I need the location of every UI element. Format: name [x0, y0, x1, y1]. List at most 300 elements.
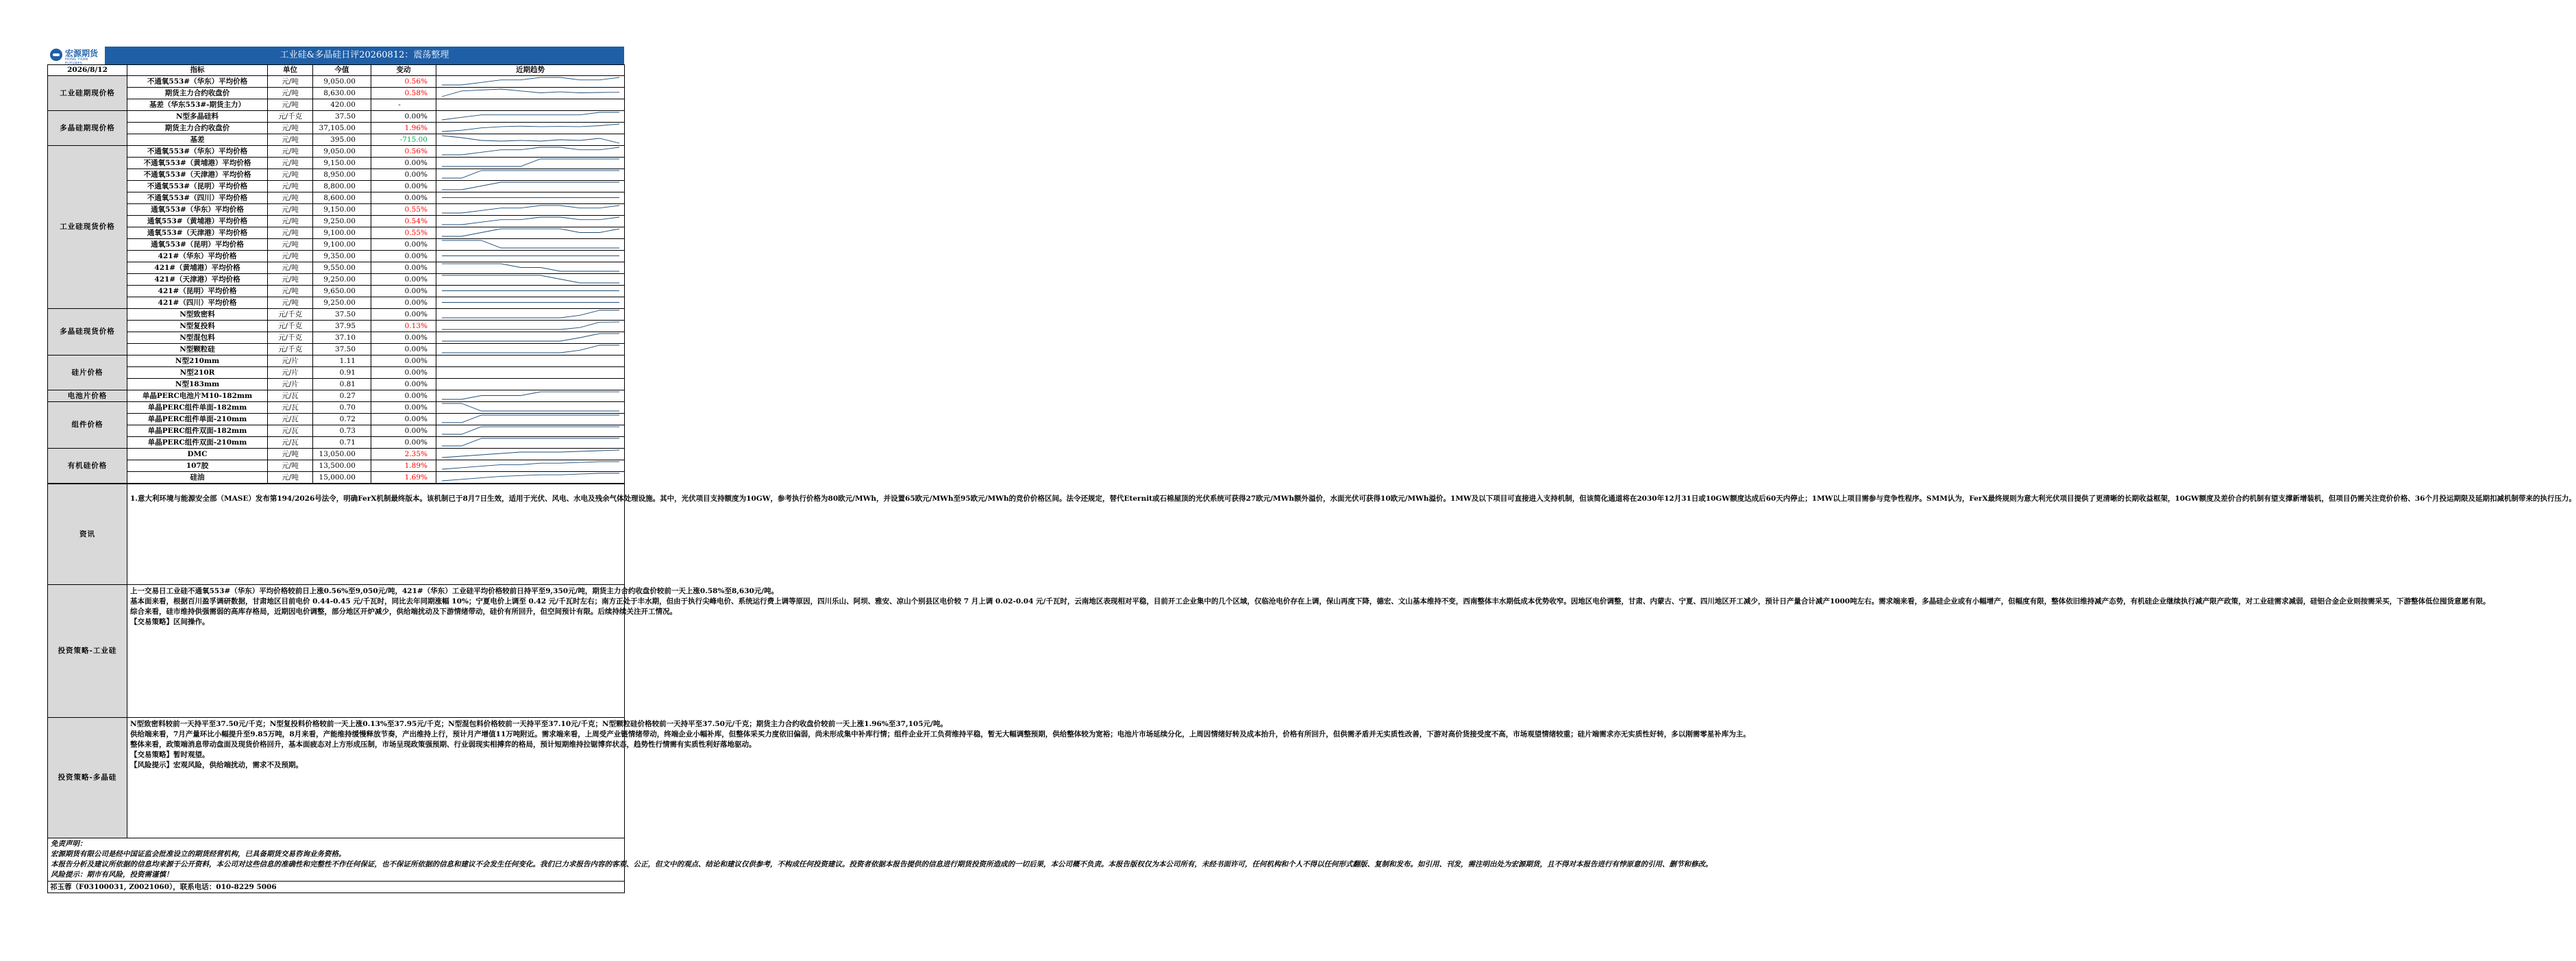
indicator-name: 基差 — [127, 134, 268, 146]
indicator-change: 0.54% — [371, 216, 436, 227]
trend-sparkline — [436, 402, 625, 413]
report-page — [47, 47, 2576, 893]
report-title: 工业硅&多晶硅日评20260812：震荡整理 — [105, 47, 624, 64]
indicator-trend — [436, 297, 625, 309]
header-trend: 近期趋势 — [436, 65, 625, 76]
disclaimer-line: 宏源期货有限公司是经中国证监会批准设立的期货经营机构，已具备期货交易咨询业务资格。 — [51, 850, 346, 858]
trend-sparkline — [436, 111, 625, 122]
indicator-value: 0.27 — [313, 390, 371, 402]
indicator-trend — [436, 321, 625, 332]
indicator-value: 8,630.00 — [313, 88, 371, 99]
trend-sparkline — [436, 169, 625, 180]
header-date: 2026/8/12 — [48, 65, 127, 76]
strategy-paragraph: 综合来看，硅市维持供强需弱的高库存格局，近期因电价调整，部分地区开炉减少，供给端扰动及下游情绪带动，硅价有所回升，但空间预计有限。后续持续关注开工情况。 — [130, 608, 677, 616]
group-label: 硅片价格 — [48, 355, 127, 390]
trend-line — [442, 334, 619, 341]
trend-sparkline — [436, 367, 625, 378]
indicator-change: 0.00% — [371, 390, 436, 402]
trend-sparkline — [436, 239, 625, 250]
disclaimer-line: 免责声明： — [51, 840, 87, 848]
indicator-change: 0.00% — [371, 239, 436, 251]
indicator-name: 不通氧553#（天津港）平均价格 — [127, 169, 268, 181]
indicator-name: 单晶PERC组件单面-182mm — [127, 402, 268, 414]
indicator-value: 9,100.00 — [313, 239, 371, 251]
indicator-change: 0.00% — [371, 332, 436, 344]
trend-sparkline — [436, 344, 625, 355]
indicator-change: -715.00 — [371, 134, 436, 146]
trend-sparkline — [436, 449, 625, 460]
indicator-value: 9,150.00 — [313, 158, 371, 169]
trend-line — [442, 217, 619, 225]
table-header-row — [48, 65, 625, 76]
trend-line — [442, 159, 619, 166]
indicator-name: 不通氧553#（华东）平均价格 — [127, 76, 268, 88]
table-row — [48, 181, 625, 192]
indicator-trend — [436, 227, 625, 239]
indicator-unit: 元/吨 — [268, 286, 313, 297]
indicator-name: DMC — [127, 449, 268, 460]
trend-sparkline — [436, 297, 625, 308]
indicator-change: 0.00% — [371, 414, 436, 425]
trend-line — [442, 182, 619, 190]
indicator-value: 1.11 — [313, 355, 371, 367]
indicator-name: 不通氧553#（华东）平均价格 — [127, 146, 268, 158]
indicator-name: N型多晶硅料 — [127, 111, 268, 123]
trend-sparkline — [436, 146, 625, 157]
info-row — [48, 484, 625, 585]
indicator-name: 不通氧553#（黄埔港）平均价格 — [127, 158, 268, 169]
indicator-change: 0.55% — [371, 227, 436, 239]
trend-sparkline — [436, 123, 625, 134]
indicator-trend — [436, 192, 625, 204]
strategy-paragraph: 整体来看，政策端消息带动盘面及现货价格回升，基本面疲态对上方形成压制，市场呈现政策强预期、行业弱现实相搏弈的格局，预计短期维持拉锯博弈状态，趋势性行情需有实质性利好落地驱动。 — [130, 740, 756, 749]
table-row — [48, 216, 625, 227]
trend-sparkline — [436, 286, 625, 297]
trend-sparkline — [436, 437, 625, 448]
trend-sparkline — [436, 390, 625, 401]
indicator-value: 37.50 — [313, 344, 371, 355]
indicator-unit: 元/千克 — [268, 344, 313, 355]
group-label: 有机硅价格 — [48, 449, 127, 484]
trend-sparkline — [436, 227, 625, 238]
indicator-name: 单晶PERC组件双面-210mm — [127, 437, 268, 449]
indicator-change: 2.35% — [371, 449, 436, 460]
indicator-value: 0.73 — [313, 425, 371, 437]
indicator-value: 8,600.00 — [313, 192, 371, 204]
indicator-unit: 元/瓦 — [268, 414, 313, 425]
indicator-unit: 元/瓦 — [268, 390, 313, 402]
indicator-trend — [436, 134, 625, 146]
table-row — [48, 321, 625, 332]
table-row — [48, 262, 625, 274]
commentary-table — [47, 484, 2576, 893]
trend-line — [442, 450, 619, 458]
indicator-change: - — [371, 99, 436, 111]
trend-sparkline — [436, 321, 625, 332]
strategy-paragraph: 基本面来看，根据百川盈孚调研数据，甘肃地区目前电价 0.44-0.45 元/千瓦时，同比去年同期涨幅 10%；宁夏电价上调至 0.42 元/千瓦时左右；南方正处于丰水期，但由于执行尖峰电价、系统运行费上调等原因，四川乐山、阿坝、雅安、凉山个别县区电价较 7 月上调 0.02-0.04 元/千瓦时，云南地区表现相对平稳，目前开工企业集中的几个区域，仅临沧电价存在上调，保山再度下降，德宏、文山基本维持不变，西南整体丰水期低成本优势收窄。因地区电价调整，甘肃、内蒙古、宁夏、四川地区开工减少，预计日产量合计减产1000吨左右。需求端来看，多晶硅企业或有小幅增产，但幅度有限，整体依旧维持减产态势，有机硅企业继续执行减产限产政策，对工业硅需求减弱，硅铝合金企业则按需采买，下游整体低位囤货意愿有限。 — [130, 597, 2490, 606]
indicator-change: 0.00% — [371, 158, 436, 169]
indicator-unit: 元/吨 — [268, 449, 313, 460]
indicator-change: 0.00% — [371, 425, 436, 437]
indicator-value: 9,250.00 — [313, 274, 371, 286]
table-row — [48, 286, 625, 297]
strategy-si-row — [48, 585, 625, 718]
indicator-change: 0.55% — [371, 204, 436, 216]
table-row — [48, 146, 625, 158]
report-header — [47, 47, 624, 64]
group-label: 多晶硅现货价格 — [48, 309, 127, 355]
trend-line — [442, 427, 619, 434]
trend-sparkline — [436, 181, 625, 192]
indicator-value: 0.70 — [313, 402, 371, 414]
table-row — [48, 239, 625, 251]
indicator-change: 0.00% — [371, 192, 436, 204]
trend-sparkline — [436, 472, 625, 483]
indicator-trend — [436, 332, 625, 344]
indicator-trend — [436, 262, 625, 274]
trend-sparkline — [436, 425, 625, 436]
trend-line — [442, 473, 619, 481]
indicator-value: 37.95 — [313, 321, 371, 332]
indicator-value: 9,050.00 — [313, 146, 371, 158]
indicator-name: 421#（天津港）平均价格 — [127, 274, 268, 286]
table-row — [48, 192, 625, 204]
indicator-name: 通氧553#（天津港）平均价格 — [127, 227, 268, 239]
indicator-change: 0.00% — [371, 437, 436, 449]
group-label: 多晶硅期现价格 — [48, 111, 127, 146]
price-table — [47, 64, 625, 484]
indicator-value: 9,150.00 — [313, 204, 371, 216]
indicator-name: 单晶PERC组件单面-210mm — [127, 414, 268, 425]
indicator-value: 0.71 — [313, 437, 371, 449]
table-row — [48, 437, 625, 449]
table-row — [48, 332, 625, 344]
group-label: 工业硅期现价格 — [48, 76, 127, 111]
indicator-trend — [436, 390, 625, 402]
indicator-trend — [436, 344, 625, 355]
trend-line — [442, 89, 619, 97]
indicator-value: 9,250.00 — [313, 216, 371, 227]
indicator-trend — [436, 309, 625, 321]
indicator-unit: 元/吨 — [268, 460, 313, 472]
indicator-unit: 元/千克 — [268, 332, 313, 344]
indicator-unit: 元/吨 — [268, 99, 313, 111]
trend-sparkline — [436, 134, 625, 145]
table-row — [48, 309, 625, 321]
table-row — [48, 134, 625, 146]
indicator-unit: 元/吨 — [268, 192, 313, 204]
indicator-name: N型复投料 — [127, 321, 268, 332]
indicator-trend — [436, 437, 625, 449]
indicator-change: 0.00% — [371, 402, 436, 414]
indicator-unit: 元/吨 — [268, 134, 313, 146]
indicator-name: 421#（四川）平均价格 — [127, 297, 268, 309]
indicator-unit: 元/吨 — [268, 158, 313, 169]
indicator-value: 9,100.00 — [313, 227, 371, 239]
indicator-change: 0.00% — [371, 251, 436, 262]
indicator-name: 不通氧553#（四川）平均价格 — [127, 192, 268, 204]
indicator-trend — [436, 414, 625, 425]
trend-line — [442, 438, 619, 446]
indicator-value: 9,650.00 — [313, 286, 371, 297]
table-row — [48, 88, 625, 99]
indicator-change: 0.00% — [371, 297, 436, 309]
table-row — [48, 76, 625, 88]
trend-line — [442, 77, 619, 85]
trend-sparkline — [436, 460, 625, 471]
trend-line — [442, 345, 619, 353]
indicator-change: 0.56% — [371, 76, 436, 88]
indicator-unit: 元/吨 — [268, 297, 313, 309]
disclaimer-line: 本报告分析及建议所依据的信息均来源于公开资料，本公司对这些信息的准确性和完整性不作任何保证，也不保证所依据的信息和建议不会发生任何变化。我们已力求报告内容的客观、公正，但文中的观点、结论和建议仅供参考，不构成任何投资建议。投资者依据本报告提供的信息进行期货投资所造成的一切后果，本公司概不负责。本报告版权仅为本公司所有，未经书面许可，任何机构和个人不得以任何形式翻版、复制和发布。如引用、刊发，需注明出处为宏源期货，且不得对本报告进行有悖原意的引用、删节和修改。 — [51, 860, 1713, 869]
trend-line — [442, 240, 619, 248]
trend-line — [442, 310, 619, 318]
trend-sparkline — [436, 309, 625, 320]
indicator-value: 37.50 — [313, 309, 371, 321]
indicator-trend — [436, 204, 625, 216]
indicator-unit: 元/片 — [268, 379, 313, 390]
table-row — [48, 158, 625, 169]
indicator-value: 420.00 — [313, 99, 371, 111]
indicator-value: 9,550.00 — [313, 262, 371, 274]
trend-sparkline — [436, 262, 625, 273]
indicator-unit: 元/吨 — [268, 146, 313, 158]
table-row — [48, 274, 625, 286]
table-row — [48, 390, 625, 402]
trend-line — [442, 229, 619, 236]
disclaimer-line: 风险提示：期市有风险，投资需谨慎！ — [51, 871, 173, 879]
brand-sub: HONG YUAN FUTURES — [65, 58, 88, 66]
indicator-change: 1.96% — [371, 123, 436, 134]
trend-line — [442, 136, 619, 143]
trend-sparkline — [436, 88, 625, 99]
indicator-unit: 元/片 — [268, 355, 313, 367]
indicator-unit: 元/瓦 — [268, 425, 313, 437]
trend-line — [442, 392, 619, 399]
indicator-name: 通氧553#（华东）平均价格 — [127, 204, 268, 216]
indicator-value: 8,800.00 — [313, 181, 371, 192]
indicator-trend — [436, 379, 625, 390]
table-row — [48, 99, 625, 111]
strategy-paragraph: 【风险提示】宏观风险，供给端扰动，需求不及预期。 — [130, 761, 303, 769]
trend-sparkline — [436, 251, 625, 262]
table-row — [48, 297, 625, 309]
indicator-name: 期货主力合约收盘价 — [127, 88, 268, 99]
table-row — [48, 367, 625, 379]
header-unit: 单位 — [268, 65, 313, 76]
trend-sparkline — [436, 216, 625, 227]
indicator-name: 不通氧553#（昆明）平均价格 — [127, 181, 268, 192]
table-row — [48, 204, 625, 216]
strategy-paragraph: 供给端来看，7月产量环比小幅提升至9.85万吨，8月来看，产能维持缓慢释放节奏，产出维持上行，预计月产增值11万吨附近。需求端来看，上周受产业链情绪带动，终端企业小幅补库，但整体采买力度依旧偏弱，尚未形成集中补库行情；组件企业开工负荷维持平稳，暂无大幅调整预期，供给整体较为宽裕；电池片市场延续分化，上周因情绪好转及成本抬升，价格有所回升，但供需矛盾并无实质性改善，下游对高价货接受度不高，市场观望情绪较重；硅片端需求亦无实质性好转，多以刚需零星补库为主。 — [130, 730, 1750, 738]
indicator-value: 8,950.00 — [313, 169, 371, 181]
trend-line — [442, 205, 619, 213]
table-row — [48, 460, 625, 472]
header-value: 今值 — [313, 65, 371, 76]
trend-line — [442, 415, 619, 423]
indicator-value: 13,500.00 — [313, 460, 371, 472]
indicator-name: 107胶 — [127, 460, 268, 472]
indicator-name: 硅油 — [127, 472, 268, 484]
indicator-trend — [436, 449, 625, 460]
indicator-unit: 元/吨 — [268, 76, 313, 88]
trend-sparkline — [436, 414, 625, 425]
indicator-trend — [436, 181, 625, 192]
indicator-change: 0.00% — [371, 286, 436, 297]
table-row — [48, 123, 625, 134]
strategy-poly-label: 投资策略-多晶硅 — [48, 718, 127, 838]
brand-logo — [47, 47, 105, 64]
indicator-change: 1.69% — [371, 472, 436, 484]
trend-line — [442, 403, 619, 411]
indicator-trend — [436, 169, 625, 181]
indicator-change: 0.00% — [371, 169, 436, 181]
indicator-name: 单晶PERC电池片M10-182mm — [127, 390, 268, 402]
indicator-unit: 元/吨 — [268, 88, 313, 99]
table-row — [48, 449, 625, 460]
indicator-name: 通氧553#（黄埔港）平均价格 — [127, 216, 268, 227]
table-row — [48, 425, 625, 437]
indicator-change: 0.00% — [371, 309, 436, 321]
indicator-change: 0.00% — [371, 355, 436, 367]
indicator-unit: 元/吨 — [268, 169, 313, 181]
indicator-trend — [436, 472, 625, 484]
indicator-change: 0.00% — [371, 111, 436, 123]
trend-line — [442, 147, 619, 155]
trend-line — [442, 275, 619, 283]
trend-line — [442, 264, 619, 271]
trend-sparkline — [436, 158, 625, 169]
strategy-poly-text — [127, 718, 1750, 838]
indicator-trend — [436, 99, 625, 111]
indicator-trend — [436, 76, 625, 88]
indicator-name: 期货主力合约收盘价 — [127, 123, 268, 134]
strategy-paragraph: 上一交易日工业硅不通氧553#（华东）平均价格较前日上涨0.56%至9,050元/吨，421#（华东）工业硅平均价格较前日持平至9,350元/吨，期货主力合约收盘价较前一天上涨0.58%至8,630元/吨。 — [130, 587, 779, 595]
indicator-trend — [436, 251, 625, 262]
strategy-poly-row — [48, 718, 625, 838]
table-row — [48, 169, 625, 181]
brand-name: 宏源期货 — [65, 49, 99, 58]
header-indicator: 指标 — [127, 65, 268, 76]
indicator-trend — [436, 274, 625, 286]
group-label: 组件价格 — [48, 402, 127, 449]
indicator-change: 0.00% — [371, 181, 436, 192]
indicator-unit: 元/吨 — [268, 216, 313, 227]
indicator-value: 395.00 — [313, 134, 371, 146]
group-label: 工业硅现货价格 — [48, 146, 127, 309]
disclaimer — [48, 838, 1713, 882]
info-label: 资讯 — [48, 484, 127, 585]
indicator-unit: 元/片 — [268, 367, 313, 379]
trend-line — [442, 322, 619, 329]
indicator-value: 0.81 — [313, 379, 371, 390]
indicator-unit: 元/瓦 — [268, 437, 313, 449]
indicator-value: 15,000.00 — [313, 472, 371, 484]
indicator-value: 9,050.00 — [313, 76, 371, 88]
indicator-unit: 元/千克 — [268, 309, 313, 321]
indicator-unit: 元/吨 — [268, 274, 313, 286]
indicator-name: 421#（华东）平均价格 — [127, 251, 268, 262]
indicator-trend — [436, 111, 625, 123]
trend-line — [442, 124, 619, 132]
indicator-trend — [436, 88, 625, 99]
trend-sparkline — [436, 332, 625, 343]
indicator-unit: 元/吨 — [268, 472, 313, 484]
contact-row — [48, 882, 625, 893]
trend-sparkline — [436, 355, 625, 366]
table-row — [48, 472, 625, 484]
trend-sparkline — [436, 76, 625, 87]
indicator-value: 9,250.00 — [313, 297, 371, 309]
trend-sparkline — [436, 192, 625, 203]
indicator-trend — [436, 425, 625, 437]
trend-line — [442, 462, 619, 469]
indicator-unit: 元/千克 — [268, 111, 313, 123]
trend-line — [442, 112, 619, 120]
indicator-value: 37,105.00 — [313, 123, 371, 134]
indicator-name: 421#（昆明）平均价格 — [127, 286, 268, 297]
indicator-name: N型致密料 — [127, 309, 268, 321]
table-row — [48, 344, 625, 355]
table-row — [48, 402, 625, 414]
table-row — [48, 111, 625, 123]
indicator-trend — [436, 239, 625, 251]
indicator-unit: 元/瓦 — [268, 402, 313, 414]
indicator-name: 通氧553#（昆明）平均价格 — [127, 239, 268, 251]
indicator-trend — [436, 216, 625, 227]
indicator-unit: 元/吨 — [268, 251, 313, 262]
indicator-value: 13,050.00 — [313, 449, 371, 460]
disclaimer-row — [48, 838, 625, 882]
indicator-trend — [436, 355, 625, 367]
strategy-si-text — [127, 585, 2490, 718]
info-text: 1.意大利环境与能源安全部（MASE）发布第194/2026号法令，明确FerX机制最终版本。该机制已于8月7日生效，适用于光伏、风电、水电及残余气体处理设施。其中，光伏项目支持额度为10GW，参考执行价格为80欧元/MWh，并设置65欧元/MWh至95欧元/MWh的竞价价格区间。法令还规定，替代Eternit或石棉屋顶的光伏系统可获得27欧元/MWh额外溢价，水面光伏可获得10欧元/MWh溢价。1MW及以下项目可直接进入支持机制，但该简化通道将在2030年12月31日或10GW额度达成后60天内停止；1MW以上项目需参与竞争性程序。SMM认为，FerX最终规则为意大利光伏项目提供了更清晰的长期收益框架，10GW额度及差价合约机制有望支撑新增装机，但项目仍需关注竞价价格、36个月投运期限及延期扣减机制带来的执行压力。 — [127, 484, 625, 585]
indicator-name: 421#（黄埔港）平均价格 — [127, 262, 268, 274]
trend-sparkline — [436, 204, 625, 215]
indicator-change: 0.00% — [371, 367, 436, 379]
indicator-change: 0.00% — [371, 262, 436, 274]
indicator-change: 0.00% — [371, 344, 436, 355]
table-row — [48, 414, 625, 425]
analyst-contact: 祁玉蓉（F03100031, Z0021060），联系电话：010-8229 5006 — [48, 882, 625, 893]
trend-line — [442, 171, 619, 178]
indicator-name: N型混包料 — [127, 332, 268, 344]
indicator-unit: 元/吨 — [268, 204, 313, 216]
strategy-paragraph: 【交易策略】暂时观望。 — [130, 751, 210, 759]
brand-logo-icon — [50, 49, 62, 61]
indicator-name: 单晶PERC组件双面-182mm — [127, 425, 268, 437]
indicator-change: 1.89% — [371, 460, 436, 472]
indicator-value: 37.10 — [313, 332, 371, 344]
indicator-change: 0.13% — [371, 321, 436, 332]
table-row — [48, 355, 625, 367]
strategy-paragraph: N型致密料较前一天持平至37.50元/千克；N型复投料价格较前一天上涨0.13%至37.95元/千克；N型混包料价格较前一天持平至37.10元/千克；N型颗粒硅价格较前一天持平至37.50元/千克；期货主力合约收盘价较前一天上涨1.96%至37,105元/吨。 — [130, 720, 948, 728]
indicator-unit: 元/吨 — [268, 262, 313, 274]
indicator-name: N型183mm — [127, 379, 268, 390]
indicator-name: N型颗粒硅 — [127, 344, 268, 355]
indicator-unit: 元/吨 — [268, 227, 313, 239]
indicator-value: 0.72 — [313, 414, 371, 425]
indicator-change: 0.58% — [371, 88, 436, 99]
indicator-trend — [436, 146, 625, 158]
indicator-change: 0.00% — [371, 274, 436, 286]
strategy-si-label: 投资策略-工业硅 — [48, 585, 127, 718]
trend-sparkline — [436, 379, 625, 390]
indicator-trend — [436, 286, 625, 297]
indicator-value: 0.91 — [313, 367, 371, 379]
indicator-change: 0.00% — [371, 379, 436, 390]
indicator-name: N型210mm — [127, 355, 268, 367]
